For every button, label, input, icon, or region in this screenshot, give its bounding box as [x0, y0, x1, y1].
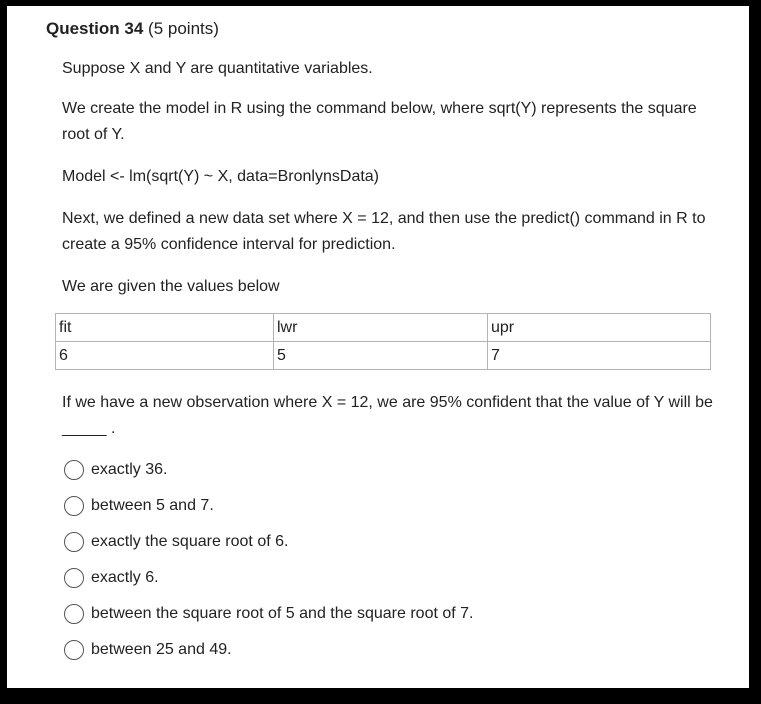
radio-button[interactable]: [64, 604, 84, 624]
table-header-cell: fit: [56, 314, 274, 342]
table-cell: 7: [488, 342, 711, 370]
answer-option-label[interactable]: exactly the square root of 6.: [91, 533, 289, 550]
question-points: (5 points): [148, 19, 219, 38]
model-command: Model <- lm(sqrt(Y) ~ X, data=BronlynsData): [62, 168, 380, 185]
radio-button[interactable]: [64, 640, 84, 660]
table-header-cell: lwr: [274, 314, 488, 342]
question-prompt: If we have a new observation where X = 12, we are 95% confident that the value of Y will be _____ .: [62, 394, 713, 437]
answer-option-label[interactable]: between 5 and 7.: [91, 497, 214, 514]
predict-description: Next, we defined a new data set where X = 12, and then use the predict() command in R to create a 95% confidence interval for prediction.: [62, 210, 706, 253]
answer-option-label[interactable]: exactly 36.: [91, 461, 168, 478]
answer-option-label[interactable]: between 25 and 49.: [91, 641, 232, 658]
values-intro: We are given the values below: [62, 278, 280, 295]
table-header-cell: upr: [488, 314, 711, 342]
question-header: [46, 19, 219, 39]
radio-button[interactable]: [64, 532, 84, 552]
radio-button[interactable]: [64, 496, 84, 516]
model-description: We create the model in R using the command below, where sqrt(Y) represents the square root of Y.: [62, 100, 697, 143]
radio-button[interactable]: [64, 568, 84, 588]
table-header-row: [56, 314, 711, 342]
table-cell: 6: [56, 342, 274, 370]
radio-button[interactable]: [64, 460, 84, 480]
question-title: Question 34: [46, 19, 144, 38]
intro-text: Suppose X and Y are quantitative variables.: [62, 60, 373, 77]
answer-option-label[interactable]: exactly 6.: [91, 569, 159, 586]
question-card: [7, 6, 749, 688]
answer-option-label[interactable]: between the square root of 5 and the square root of 7.: [91, 605, 474, 622]
values-table: [55, 313, 711, 370]
table-row: [56, 342, 711, 370]
table-cell: 5: [274, 342, 488, 370]
